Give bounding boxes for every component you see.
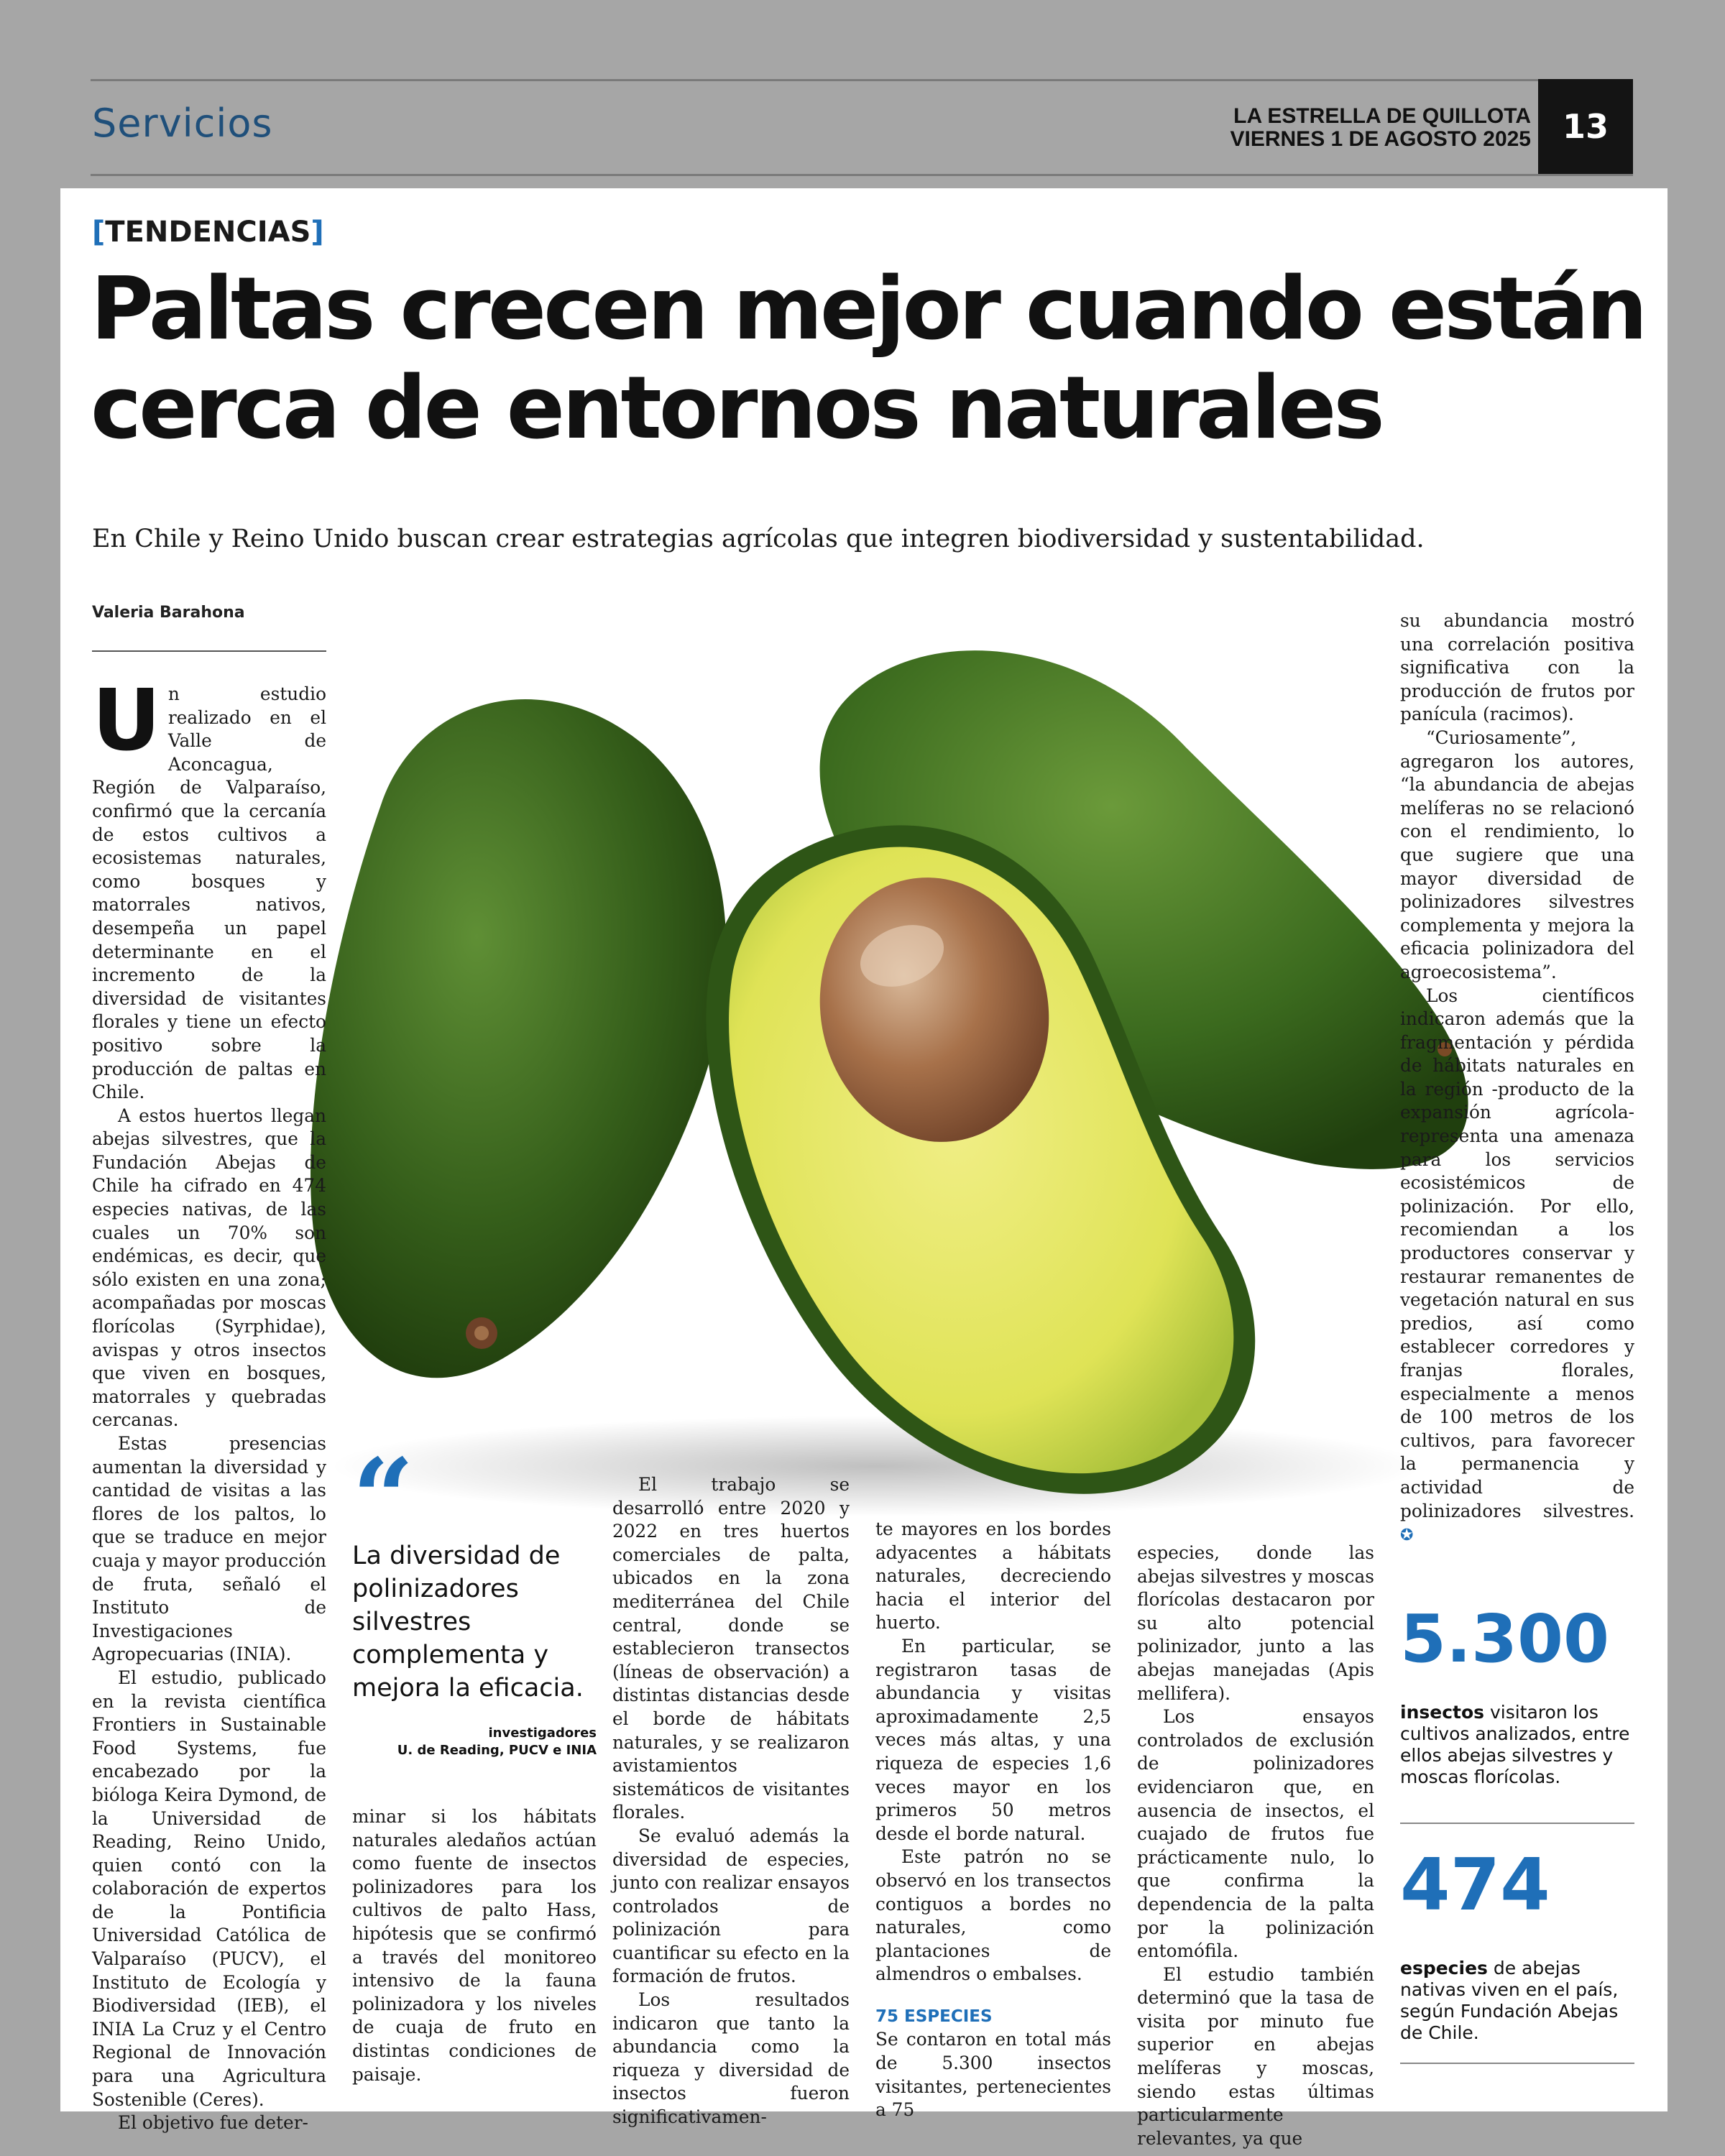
stat-insects xyxy=(1400,1601,1637,1788)
byline: Valeria Barahona xyxy=(92,604,245,622)
subhead: 75 ESPECIES xyxy=(875,2007,993,2026)
paragraph: Se evaluó además la diversidad de especies, junto con realizar ensayos controlados de polinización para cuantificar su efecto en la formación de frutos. xyxy=(612,1825,850,1987)
article-column-6 xyxy=(1400,609,1634,1548)
paragraph: Estas presencias aumentan la diversidad y cantidad de visitas a las flores de los paltos, lo que se traduce en mejor cuaja y mayor producción de fruta, señaló el Instituto de Investigaciones Agropecuarias (INIA). xyxy=(92,1433,326,1665)
paragraph: “Curiosamente”, agregaron los autores, “la abundancia de abejas melíferas no se relacionó con el rendimiento, lo que sugiere que una mayor diversidad de polinizadores silvestres complementa y mejora la eficacia polinizadora del agroecosistema”. xyxy=(1400,727,1634,982)
article-column-2 xyxy=(352,1805,597,2086)
article-column-4 xyxy=(875,1518,1111,2122)
paragraph-text: Los científicos indicaron además que la fragmentación y pérdida de hábitats naturales en la región -producto de la expansión agrícola- representa una amenaza para los servicios ecosistémicos de polinización. Por ello, recomiendan a los productores conservar y restaurar remanentes de vegetación natural en sus predios, así como establecer corredores y franjas florales, especialmente a menos de 100 metros de los cultivos, para favorecer la permanencia y actividad de polinizadores silvestres. xyxy=(1400,985,1634,1521)
stat-species xyxy=(1400,1843,1637,2044)
quote-mark-icon: “ xyxy=(352,1435,415,1562)
article-column-3 xyxy=(612,1473,850,2129)
paragraph: El objetivo fue deter- xyxy=(118,2112,308,2134)
stat-keyword: especies xyxy=(1400,1958,1488,1978)
article-column-5 xyxy=(1137,1542,1374,2150)
paragraph: Los resultados indicaron que tanto la abundancia como la riqueza y diversidad de insectos fueron significativamen- xyxy=(612,1989,850,2128)
headline-line-1: Paltas crecen mejor cuando están xyxy=(91,259,1645,359)
kicker xyxy=(92,216,324,249)
kicker-bracket-open: [ xyxy=(92,216,106,249)
paragraph: Los ensayos controlados de exclusión de polinizadores evidenciaron que, en ausencia de insectos, el cuajado de frutos fue prácticamente nulo, lo que confirma la dependencia de la palta por la polinización entomófila. xyxy=(1137,1706,1374,1962)
page-number: 13 xyxy=(1538,79,1633,174)
headline-line-2: cerca de entornos naturales xyxy=(91,359,1382,459)
paragraph: El estudio también determinó que la tasa de visita por minuto fue superior en abejas melíferas y moscas, siendo estas últimas particularmente relevantes, ya que xyxy=(1137,1963,1374,2149)
lead-text: n estudio realizado en el Valle de Aconcagua, Región de Valparaíso, confirmó que la cercanía de estos cultivos a ecosistemas naturales, como bosques y matorrales nativos, desempeña un papel determinante en el incremento de la diversidad de visitantes florales y tiene un efecto positivo sobre la producción de paltas en Chile. xyxy=(92,683,326,1103)
section-title: Servicios xyxy=(92,101,273,146)
paragraph: Se contaron en total más de 5.300 insectos visitantes, pertenecientes a 75 xyxy=(875,2029,1111,2121)
paragraph: su abundancia mostró una correlación positiva significativa con la producción de frutos por panícula (racimos). xyxy=(1400,610,1634,725)
paragraph: te mayores en los bordes adyacentes a hábitats naturales, decreciendo hacia el interior del huerto. xyxy=(875,1519,1111,1634)
issue-date: VIERNES 1 DE AGOSTO 2025 xyxy=(1230,127,1531,151)
quote-source xyxy=(352,1725,597,1759)
top-rule xyxy=(91,79,1633,81)
newspaper-name: LA ESTRELLA DE QUILLOTA xyxy=(1233,104,1531,128)
kicker-label: TENDENCIAS xyxy=(105,216,311,249)
paragraph xyxy=(1400,985,1634,1548)
stat-number: 474 xyxy=(1400,1843,1550,1927)
drop-cap: U xyxy=(92,671,161,770)
stat-bottom-rule xyxy=(1400,2063,1634,2064)
article-column-1 xyxy=(92,671,326,2135)
stat-divider xyxy=(1400,1823,1634,1824)
deck: En Chile y Reino Unido buscan crear estrategias agrícolas que integren biodiversidad y sustentabilidad. xyxy=(92,525,1425,553)
headline xyxy=(91,260,1657,459)
stat-keyword: insectos xyxy=(1400,1702,1485,1723)
paragraph: El trabajo se desarrolló entre 2020 y 2022 en tres huertos comerciales de palta, ubicados en la zona mediterránea del Chile central, donde se establecieron transectos (líneas de observación) a distintas distancias desde el borde de hábitats naturales, y se realizaron avistamientos sistemáticos de visitantes florales. xyxy=(612,1474,850,1823)
stat-text: visitaron los cultivos analizados, entre ellos abejas silvestres y moscas florícolas. xyxy=(1400,1702,1630,1787)
avocado-left xyxy=(310,699,726,1378)
paragraph: Este patrón no se observó en los transectos contiguos a bordes no naturales, como plantaciones de almendros o embalses. xyxy=(875,1846,1111,1985)
stat-text: de abejas nativas viven en el país, según Fundación Abejas de Chile. xyxy=(1400,1958,1619,2043)
paragraph: especies, donde las abejas silvestres y moscas florícolas destacaron por su alto potencial polinizador, junto a las abejas manejadas (Apis mellifera). xyxy=(1137,1542,1374,1704)
paragraph: El estudio, publicado en la revista científica Frontiers in Sustainable Food Systems, fue encabezado por la bióloga Keira Dymond, de la Universidad de Reading, Reino Unido, quien contó con la colaboración de expertos de la Pontificia Universidad Católica de Valparaíso (PUCV), el Instituto de Ecología y Biodiversidad (IEB), el INIA La Cruz y el Centro Regional de Innovación para una Agricultura Sostenible (Ceres). xyxy=(92,1667,326,2110)
stat-number: 5.300 xyxy=(1400,1600,1610,1677)
paragraph: A estos huertos llegan abejas silvestres, que la Fundación Abejas de Chile ha cifrado en 474 especies nativas, de las cuales un 70% son endémicas, es decir, que sólo existen en una zona; acompañadas por moscas florícolas (Syrphidae), avispas y otros insectos que viven en bosques, matorrales y quebradas cercanas. xyxy=(92,1105,326,1431)
paragraph: En particular, se registraron tasas de abundancia y visitas aproximadamente 2,5 veces más altas, y una riqueza de especies 1,6 veces mayor en los primeros 50 metros desde el borde natural. xyxy=(875,1635,1111,1844)
header-bottom-rule xyxy=(91,174,1633,176)
newspaper-info xyxy=(1230,105,1532,151)
stat-description xyxy=(1400,1958,1637,2044)
quote-text: La diversidad de polinizadores silvestres complementa y mejora la eficacia. xyxy=(352,1542,584,1703)
end-mark-icon: ✪ xyxy=(1400,1526,1414,1545)
quote-source-org: U. de Reading, PUCV e INIA xyxy=(397,1743,597,1758)
stat-description xyxy=(1400,1702,1637,1788)
paragraph: minar si los hábitats naturales aledaños actúan como fuente de insectos polinizadores para los cultivos de palto Hass, hipótesis que se confirmó a través del monitoreo intensivo de la fauna polinizadora y los niveles de cuaja de fruto en distintas condiciones de paisaje. xyxy=(352,1806,597,2085)
kicker-bracket-close: ] xyxy=(310,216,324,249)
pull-quote xyxy=(352,1435,597,1759)
quote-source-role: investigadores xyxy=(488,1726,597,1741)
lead-paragraph xyxy=(92,671,326,1105)
avocado-photo xyxy=(288,618,1495,1562)
